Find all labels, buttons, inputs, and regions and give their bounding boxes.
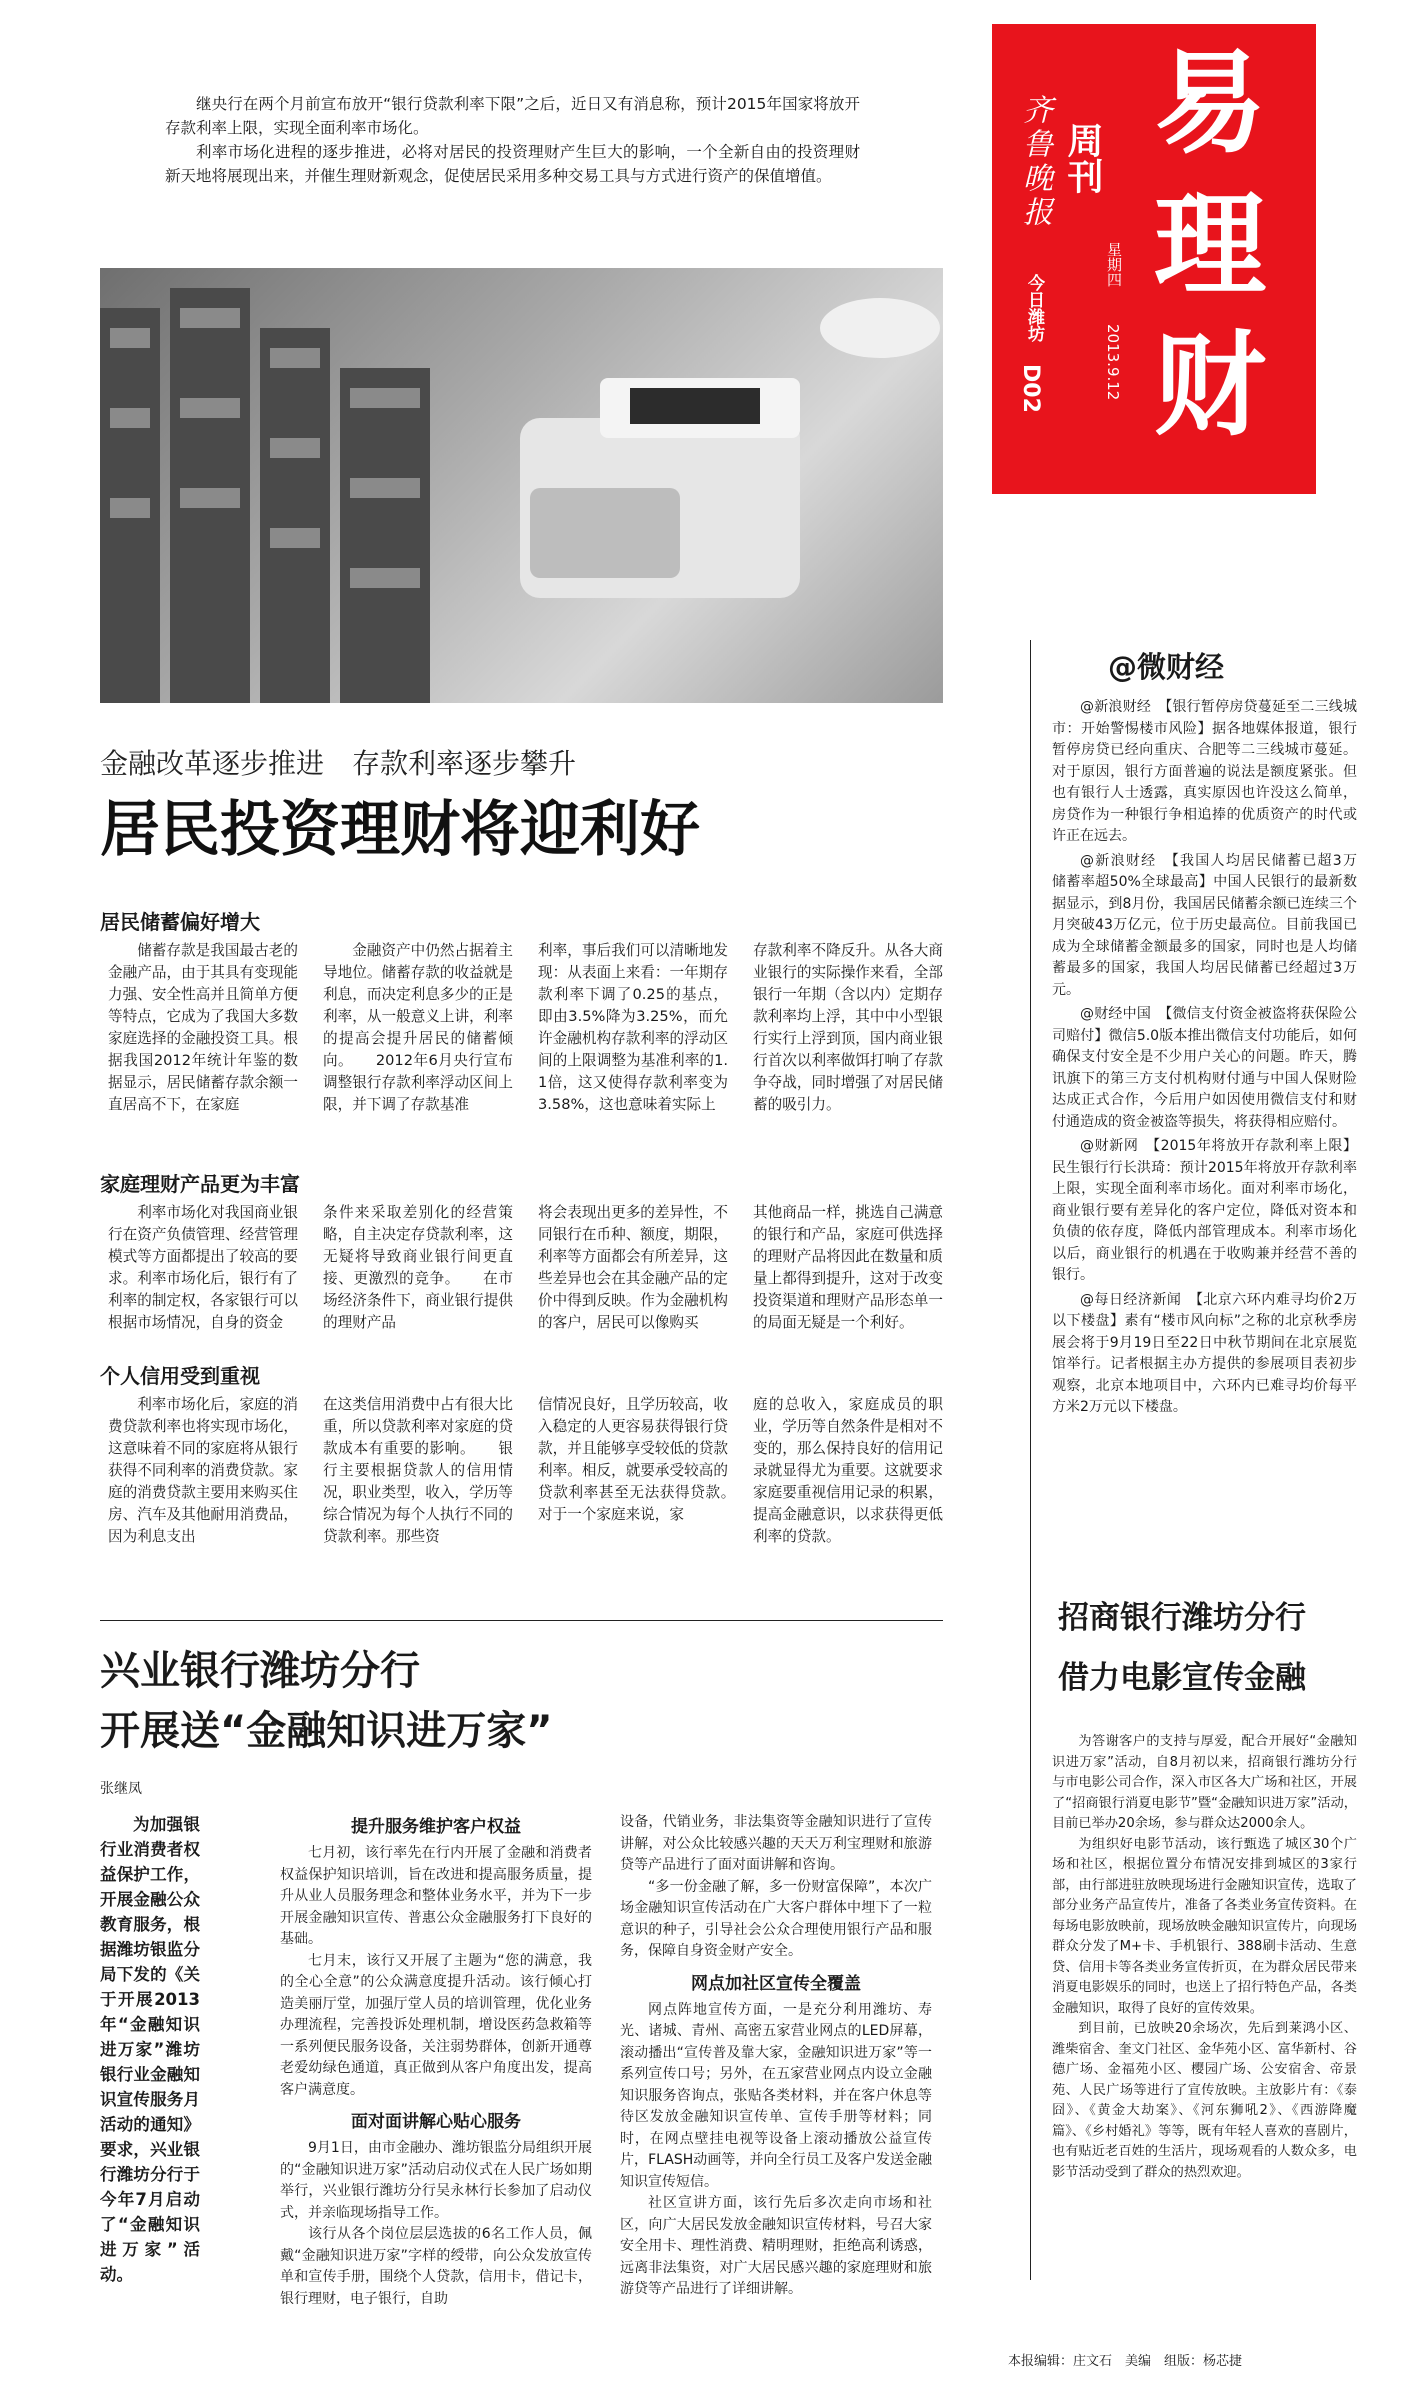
weicaijing-item-5: @每日经济新闻 【北京六环内难寻均价2万以下楼盘】素有“楼市风向标”之称的北京秋季房展会将于9月19日至22日中秋节期间在北京展览馆举行。记者根据主办方提供的参展项目表初步观察，北京本地项目中，六环内已难寻均价每平方米2万元以下楼盘。 bbox=[1052, 1291, 1357, 1415]
xingye-h3: 网点加社区宣传全覆盖 bbox=[691, 1973, 861, 1994]
xingye-p5: 设备，代销业务，非法集资等金融知识进行了宣传讲解，对公众比较感兴趣的天天万利宝理财和旅游贷等产品进行了面对面讲解和咨询。 bbox=[620, 1814, 932, 1873]
column-divider bbox=[1030, 640, 1031, 2280]
lead-p1: 继央行在两个月前宣布放开“银行贷款利率下限”之后，近日又有消息称，预计2015年国家将放开存款利率上限，实现全面利率市场化。 bbox=[165, 95, 860, 137]
section2-col1: 利率市场化对我国商业银行在资产负债管理、经营管理模式等方面都提出了较高的要求。利率市场化后，银行有了利率的制定权，各家银行可以根据市场情况，自身的资金 bbox=[108, 1204, 298, 1331]
zhaoshang-body bbox=[1052, 1732, 1357, 2183]
xingye-p4: 该行从各个岗位层层选拔的6名工作人员，佩戴“金融知识进万家”字样的绶带，向公众发放宣传单和宣传手册，围绕个人贷款，信用卡，借记卡，银行理财，电子银行，自助 bbox=[280, 2226, 592, 2307]
weicaijing-list bbox=[1052, 697, 1371, 1419]
section1-heading: 居民储蓄偏好增大 bbox=[100, 910, 260, 934]
xingye-p2: 七月末，该行又开展了主题为“您的满意，我的全心全意”的公众满意度提升活动。该行倾心打造美丽厅堂，加强厅堂人员的培训管理，优化业务办理流程，完善投诉处理机制，增设医药急救箱等一系列便民服务设备，关注弱势群体，创新开通尊老爱幼绿色通道，真正做到从客户角度出发，提高客户满意度。 bbox=[280, 1952, 592, 2098]
lead-p2: 利率市场化进程的逐步推进，必将对居民的投资理财产生巨大的影响，一个全新自由的投资理财新天地将展现出来，并催生理财新观念，促使居民采用多种交易工具与方式进行资产的保值增值。 bbox=[165, 143, 860, 185]
section2-col2: 条件来采取差别化的经营策略，自主决定存贷款利率，这无疑将导致商业银行间更直接、更激烈的竞争。 在市场经济条件下，商业银行提供的理财产品 bbox=[323, 1204, 513, 1331]
section2-col3: 将会表现出更多的差异性，不同银行在币种、额度，期限，利率等方面都会有所差异，这些差异也会在其金融产品的定价中得到反映。作为金融机构的客户，居民可以像购买 bbox=[538, 1204, 728, 1331]
headline-title: 居民投资理财将迎利好 bbox=[100, 795, 700, 865]
section1-col1: 储蓄存款是我国最古老的金融产品，由于其具有变现能力强、安全性高并且简单方便等特点，它成为了我国大多数家庭选择的金融投资工具。根据我国2012年统计年鉴的数据显示，居民储蓄存款余额一直居高不下，在家庭 bbox=[108, 942, 298, 1113]
section2-body bbox=[108, 1202, 943, 1362]
xingye-col3 bbox=[620, 1812, 932, 2301]
section1-col3: 利率，事后我们可以清晰地发现：从表面上来看：一年期存款利率下调了0.25的基点，即由3.5%降为3.25%，而允许金融机构存款利率的浮动区间的上限调整为基准利率的1.1倍，这又使得存款利率变为3.58%，这也意味着实际上 bbox=[538, 942, 728, 1113]
section1-body bbox=[108, 940, 943, 1170]
weicaijing-item-1: @新浪财经 【银行暂停房贷蔓延至二三线城市：开始警惕楼市风险】据各地媒体报道，银行暂停房贷已经向重庆、合肥等二三线城市蔓延。对于原因，银行方面普遍的说法是额度紧张。但也有银行人士透露，真实原因也许没这么简单，房贷作为一种银行争相追捧的优质资产的时代或许正在远去。 bbox=[1052, 699, 1357, 844]
masthead-zhoukan: 周刊 bbox=[1062, 122, 1103, 194]
weekday: 星期四 bbox=[1105, 242, 1123, 287]
headline-kicker: 金融改革逐步推进 存款利率逐步攀升 bbox=[100, 747, 577, 780]
masthead-title-1: 易 bbox=[1154, 38, 1266, 169]
section3-col4: 庭的总收入，家庭成员的职业，学历等自然条件是相对不变的，那么保持良好的信用记录就显得尤为重要。这就要求家庭要重视信用记录的积累，提高金融意识，以求获得更低利率的贷款。 bbox=[753, 1396, 943, 1545]
xingye-col2 bbox=[280, 1812, 592, 2310]
section1-col2: 金融资产中仍然占据着主导地位。储蓄存款的收益就是利息，而决定利息多少的正是利率，从一般意义上讲，利率的提高会提升居民的储蓄倾向。 2012年6月央行宣布调整银行存款利率浮动区间上限，并下调了存款基准 bbox=[323, 942, 513, 1113]
xingye-title-1: 兴业银行潍坊分行 bbox=[100, 1648, 420, 1694]
section3-body bbox=[108, 1394, 943, 1604]
xingye-h2: 面对面讲解心贴心服务 bbox=[351, 2112, 521, 2132]
photo-illustration bbox=[100, 268, 943, 703]
xingye-p1: 七月初，该行率先在行内开展了金融和消费者权益保护知识培训，旨在改进和提高服务质量，提升从业人员服务理念和整体业务水平，并为下一步开展金融知识宣传、普惠公众金融服务打下良好的基础。 bbox=[280, 1845, 592, 1947]
zhaoshang-p1: 为答谢客户的支持与厚爱，配合开展好“金融知识进万家”活动，自8月初以来，招商银行潍坊分行与市电影公司合作，深入市区各大广场和社区，开展了“招商银行消夏电影节”暨“金融知识进万家”活动，目前已举办20余场，参与群众达2000余人。 bbox=[1052, 1734, 1357, 1831]
section3-col1: 利率市场化后，家庭的消费贷款利率也将实现市场化，这意味着不同的家庭将从银行获得不同利率的消费贷款。家庭的消费贷款主要用来购买住房、汽车及其他耐用消费品，因为利息支出 bbox=[108, 1396, 298, 1545]
section2-col4: 其他商品一样，挑选自己满意的银行和产品，家庭可供选择的理财产品将因此在数量和质量上都得到提升，这对于改变投资渠道和理财产品形态单一的局面无疑是一个利好。 bbox=[753, 1204, 943, 1331]
zhaoshang-title-2: 借力电影宣传金融 bbox=[1058, 1660, 1306, 1696]
masthead bbox=[992, 24, 1316, 494]
edition-name: 今日潍坊 bbox=[1024, 274, 1044, 342]
xingye-title-2: 开展送“金融知识进万家” bbox=[100, 1708, 553, 1754]
weicaijing-item-2: @新浪财经 【我国人均居民储蓄已超3万 储蓄率超50%全球最高】中国人民银行的最新数据显示，到8月份，我国居民储蓄余额已连续三个月突破43万亿元，位于历史最高位。目前我国已成为全球储蓄金额最多的国家，同时也是人均储蓄最多的国家，我国人均居民储蓄已经超过3万元。 bbox=[1052, 852, 1371, 998]
issue-date: 2013.9.12 bbox=[1104, 324, 1122, 401]
zhaoshang-title-1: 招商银行潍坊分行 bbox=[1058, 1600, 1306, 1636]
xingye-p8: 社区宣讲方面，该行先后多次走向市场和社区，向广大居民发放金融知识宣传材料，号召大家安全用卡、理性消费、精明理财，拒绝高利诱惑，远离非法集资，对广大居民感兴趣的家庭理财和旅游贷等产品进行了详细讲解。 bbox=[620, 2195, 932, 2297]
section2-heading: 家庭理财产品更为丰富 bbox=[100, 1172, 300, 1196]
section3-heading: 个人信用受到重视 bbox=[100, 1364, 260, 1388]
section3-col2: 在这类信用消费中占有很大比重，所以贷款利率对家庭的贷款成本有重要的影响。 银行主要根据贷款人的信用情况，职业类型，收入，学历等综合情况为每个人执行不同的贷款利率。那些资 bbox=[323, 1396, 513, 1545]
money-counting-photo bbox=[100, 268, 943, 703]
section3-col3: 信情况良好，且学历较高，收入稳定的人更容易获得银行贷款，并且能够享受较低的贷款利率。相反，就要承受较高的贷款利率甚至无法获得贷款。 对于一个家庭来说，家 bbox=[538, 1396, 758, 1523]
zhaoshang-p3: 到目前，已放映20余场次，先后到莱鸿小区、潍柴宿舍、奎文门社区、金华苑小区、富华新村、谷德广场、金福苑小区、樱园广场、公安宿舍、帝景苑、人民广场等进行了宣传放映。主放影片有：《泰囧》、《黄金大劫案》、《河东狮吼2》、《西游降魔篇》、《乡村婚礼》等等，既有年轻人喜欢的喜剧片，也有贴近老百姓的生活片，现场观看的人数众多，电影节活动受到了群众的热烈欢迎。 bbox=[1052, 2021, 1357, 2180]
weicaijing-item-3: @财经中国 【微信支付资金被盗将获保险公司赔付】微信5.0版本推出微信支付功能后，如何确保支付安全是不少用户关心的问题。昨天，腾讯旗下的第三方支付机构财付通与中国人保财险达成正式合作，今后用户如因使用微信支付和财付通造成的资金被盗等损失，将获得相应赔付。 bbox=[1052, 1006, 1357, 1130]
paper-name: 齐鲁晚报 bbox=[1017, 94, 1052, 230]
weicaijing-heading: @微财经 bbox=[1108, 650, 1225, 684]
xingye-author: 张继凤 bbox=[100, 1781, 142, 1797]
page-number: D02 bbox=[1018, 364, 1043, 413]
xingye-body bbox=[100, 1812, 945, 2342]
xingye-p6: “多一份金融了解，多一份财富保障”，本次广场金融知识宣传活动在广大客户群体中埋下了一粒意识的种子，引导社会公众合理使用银行产品和服务，保障自身资金财产安全。 bbox=[620, 1878, 932, 1959]
masthead-title-2: 理 bbox=[1154, 180, 1266, 311]
xingye-p7: 网点阵地宣传方面，一是充分利用潍坊、寿光、诸城、青州、高密五家营业网点的LED屏幕，滚动播出“宣传普及靠大家，金融知识进万家”等一系列宣传口号；另外，在五家营业网点内设立金融知识服务咨询点，张贴各类材料，并在客户休息等待区发放金融知识宣传单、宣传手册等材料；同时，在网点壁挂电视等设备上滚动播放公益宣传片，FLASH动画等，并向全行员工及客户发送金融知识宣传短信。 bbox=[620, 2001, 932, 2190]
zhaoshang-p2: 为组织好电影节活动，该行甄选了城区30个广场和社区，根据位置分布情况安排到城区的3家行部，由行部进驻放映现场进行金融知识宣传，选取了部分业务产品宣传片，准备了各类业务宣传资料。在每场电影放映前，现场放映金融知识宣传片，向现场群众分发了M+卡、手机银行、388刷卡活动、生意贷、信用卡等各类业务宣传折页，在为群众居民带来消夏电影娱乐的同时，也送上了招行特色产品，各类金融知识，取得了良好的宣传效果。 bbox=[1052, 1836, 1357, 2016]
xingye-h1: 提升服务维护客户权益 bbox=[351, 1817, 521, 1837]
xingye-p3: 9月1日，由市金融办、潍坊银监分局组织开展的“金融知识进万家”活动启动仪式在人民广场如期举行，兴业银行潍坊分行吴永林行长参加了启动仪式，并亲临现场指导工作。 bbox=[280, 2140, 592, 2221]
lead bbox=[165, 92, 860, 188]
weicaijing-item-4: @财新网 【2015年将放开存款利率上限】民生银行行长洪琦：预计2015年将放开存款利率上限，实现全面利率市场化。面对利率市场化，商业银行要有差异化的客户定位，降低对资本和负债的依存度，降低内部管理成本。利率市场化以后，商业银行的机遇在于收购兼并经营不善的银行。 bbox=[1052, 1138, 1357, 1283]
masthead-title-3: 财 bbox=[1154, 320, 1266, 451]
editor-footer: 本报编辑：庄文石 美编 组版：杨芯捷 bbox=[1008, 2354, 1243, 2369]
divider-bottom-left bbox=[100, 1620, 943, 1621]
xingye-intro: 为加强银行业消费者权益保护工作，开展金融公众教育服务，根据潍坊银监分局下发的《关于开展2013年“金融知识进万家”潍坊银行业金融知识宣传服务月活动的通知》要求，兴业银行潍坊分行于今年7月启动了“金融知识进万家”活动。 bbox=[100, 1815, 200, 2284]
section1-col4: 存款利率不降反升。从各大商业银行的实际操作来看，全部银行一年期（含以内）定期存款利率均上浮，其中中小型银行实行上浮到顶，国内商业银行首次以利率做饵打响了存款争夺战，同时增强了对居民储蓄的吸引力。 bbox=[753, 942, 943, 1113]
